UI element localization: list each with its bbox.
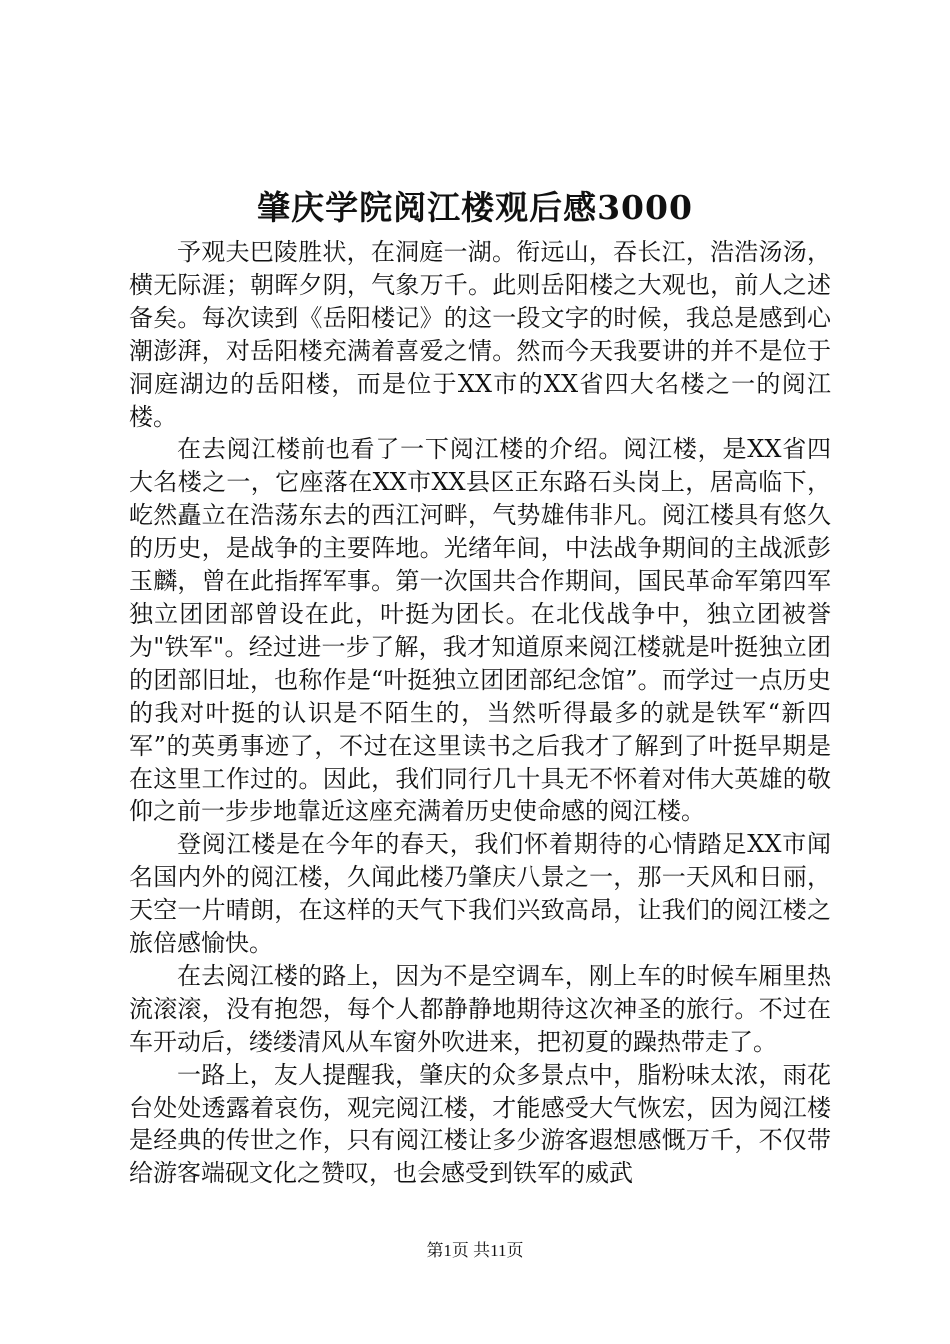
paragraph: 一路上，友人提醒我，肇庆的众多景点中，脂粉味太浓，雨花台处处透露着哀伤，观完阅江楼，才能感受大气恢宏，因为阅江楼是经典的传世之作，只有阅江楼让多少游客遐想感慨万千，不仅带给游客端砚文化之赞叹，也会感受到铁军的威武 (129, 1060, 831, 1188)
document-title: 肇庆学院阅江楼观后感3000 (257, 188, 693, 227)
paragraph: 在去阅江楼前也看了一下阅江楼的介绍。阅江楼，是XX省四大名楼之一，它座落在XX市XX县区正东路石头岗上，居高临下，屹然矗立在浩荡东去的西江河畔，气势雄伟非凡。阅江楼具有悠久的历史，是战争的主要阵地。光绪年间，中法战争期间的主战派彭玉麟，曾在此指挥军事。第一次国共合作期间，国民革命军第四军独立团团部曾设在此，叶挺为团长。在北伐战争中，独立团被誉为"铁军"。经过进一步了解，我才知道原来阅江楼就是叶挺独立团的团部旧址，也称作是“叶挺独立团团部纪念馆”。而学过一点历史的我对叶挺的认识是不陌生的，当然听得最多的就是铁军“新四军”的英勇事迹了，不过在这里读书之后我才了解到了叶挺早期是在这里工作过的。因此，我们同行几十具无不怀着对伟大英雄的敬仰之前一步步地靠近这座充满着历史使命感的阅江楼。 (129, 435, 831, 826)
paragraph: 予观夫巴陵胜状，在洞庭一湖。衔远山，吞长江，浩浩汤汤，横无际涯；朝晖夕阴，气象万千。此则岳阳楼之大观也，前人之述备矣。每次读到《岳阳楼记》的这一段文字的时候，我总是感到心潮澎湃，对岳阳楼充满着喜爱之情。然而今天我要讲的并不是位于洞庭湖边的岳阳楼，而是位于XX市的XX省四大名楼之一的阅江楼。 (129, 238, 831, 431)
document-body (129, 236, 831, 1190)
page-number-footer: 第1页 共11页 (426, 1241, 524, 1260)
paragraph: 登阅江楼是在今年的春天，我们怀着期待的心情踏足XX市闻名国内外的阅江楼，久闻此楼乃肇庆八景之一，那一天风和日丽，天空一片晴朗，在这样的天气下我们兴致高昂，让我们的阅江楼之旅倍感愉快。 (129, 830, 831, 958)
paragraph: 在去阅江楼的路上，因为不是空调车，刚上车的时候车厢里热流滚滚，没有抱怨，每个人都静静地期待这次神圣的旅行。不过在车开动后，缕缕清风从车窗外吹进来，把初夏的躁热带走了。 (129, 961, 831, 1056)
